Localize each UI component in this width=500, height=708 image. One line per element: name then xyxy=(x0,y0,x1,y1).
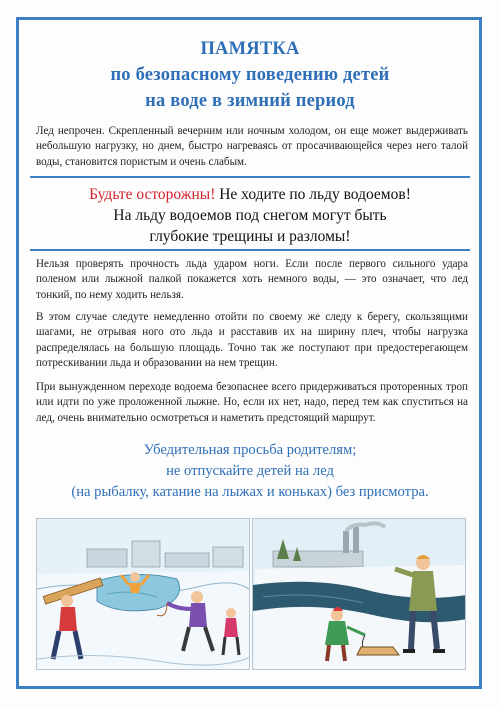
paragraph-2: В этом случае следуте немедленно отойти по своему же следу к берегу, скользящими шагами, не отрывая ного ото льда и расставив их на ширину плеч, чтобы нагрузка распределялась на большую площадь. Точно так же поступают при предостерегающем потрескивании льда и образовании на нем трещин. xyxy=(36,311,468,370)
warning-child-drawing xyxy=(253,519,466,670)
intro-paragraph: Лед непрочен. Скрепленный вечерним или ночным холодом, он еще может выдерживать небольшую нагрузку, но днем, быстро нагреваясь от просачивающейся через него талой воды, становится пористым и очень слабым. xyxy=(36,125,468,168)
warning-line-1 xyxy=(20,184,480,205)
illustration-warning-child xyxy=(252,518,466,670)
plea-line-1: Убедительная просьба родителям; xyxy=(143,442,357,458)
plea-line-2: не отпускайте детей на лед xyxy=(166,463,334,479)
warning-rest-text: Не ходите по льду водоемов! xyxy=(215,186,411,203)
paragraph-1: Нельзя проверять прочность льда ударом ноги. Если после первого сильного удара поленом или лыжной палкой покажется хоть немного воды, — это означает, что лед тонкий, по нему ходить нельзя. xyxy=(36,258,468,301)
warning-line-2: На льду водоемов под снегом могут быть xyxy=(113,207,387,224)
paragraph-3: При вынужденном переходе водоема безопаснее всего придерживаться проторенных троп или идти по уже проложенной лыжне. Но, если их нет, надо, перед тем как спуститься на лед, очень внимательно осмотреться и наметить предстоящий маршрут. xyxy=(36,381,468,424)
warning-line-3: глубокие трещины и разломы! xyxy=(149,228,351,245)
divider-bottom xyxy=(30,249,470,251)
title-line-3: на воде в зимний период xyxy=(145,91,355,111)
warning-red-text: Будьте осторожны! xyxy=(89,186,216,203)
title-line-2: по безопасному поведению детей xyxy=(110,65,390,85)
divider-top xyxy=(30,176,470,178)
plea-line-3: (на рыбалку, катание на лыжах и коньках) без присмотра. xyxy=(71,484,429,500)
title-line-1: ПАМЯТКА xyxy=(200,39,300,59)
ice-rescue-drawing xyxy=(37,519,250,670)
illustration-ice-rescue xyxy=(36,518,250,670)
